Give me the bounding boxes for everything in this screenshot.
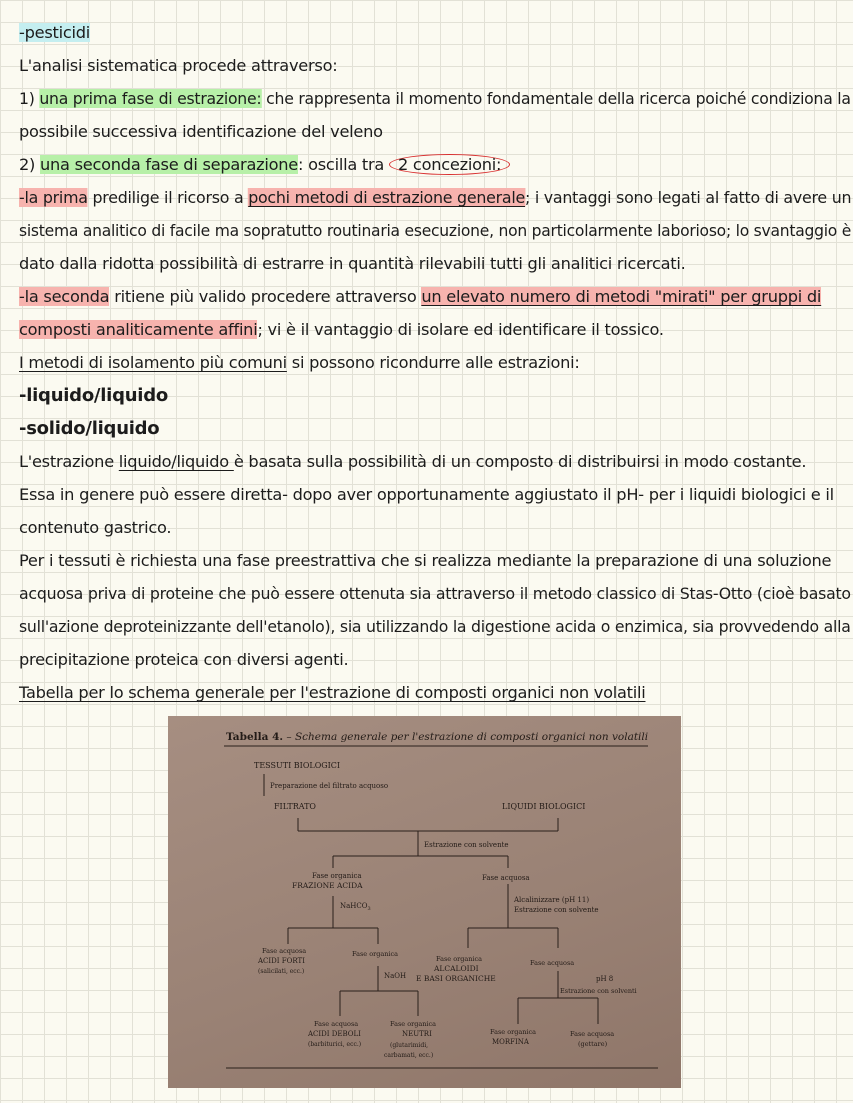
- label-glutarimidi: (glutarimidi,: [390, 1042, 429, 1049]
- label-tessuti: TESSUTI BIOLOGICI: [254, 761, 341, 770]
- line-pesticidi: [19, 18, 90, 48]
- line-prima-cont: sistema analitico di facile ma sopratutto routinaria esecuzione, non particolarmente laborioso; lo svantaggio è: [19, 221, 852, 240]
- prima-underlined: pochi metodi di estrazione generale: [248, 188, 525, 207]
- line-intro: L'analisi sistematica procede attraverso:: [19, 56, 338, 75]
- label-estrazione-solventi: Estrazione con solventi: [560, 987, 637, 995]
- tabella-caption: Tabella per lo schema generale per l'estrazione di composti organici non volatili: [19, 683, 646, 702]
- line-seconda: [19, 282, 821, 312]
- label-salicilati: (salicilati, ecc.): [258, 968, 305, 975]
- label-fase-acquosa-3: Fase acquosa: [530, 959, 575, 967]
- label-estrazione-solvente-2: Estrazione con solvente: [514, 906, 599, 914]
- fase2-rest: : oscilla tra: [298, 155, 389, 174]
- prima-mid: predilige il ricorso a: [87, 188, 249, 207]
- line-fase2: [19, 150, 510, 180]
- label-fase-organica-5: Fase organica: [490, 1028, 537, 1036]
- label-alcaloidi: ALCALOIDI: [434, 964, 479, 973]
- line-estrazione: [19, 447, 806, 477]
- label-ph8: pH 8: [596, 975, 614, 983]
- seconda-rest: ; vi è il vantaggio di isolare ed identificare il tossico.: [257, 320, 664, 339]
- seconda-mid: ritiene più valido procedere attraverso: [109, 287, 422, 306]
- label-basi-organiche: E BASI ORGANICHE: [416, 974, 496, 983]
- line-seconda-cont: [19, 315, 664, 345]
- label-acidi-deboli: ACIDI DEBOLI: [308, 1030, 361, 1038]
- label-morfina: MORFINA: [492, 1038, 529, 1046]
- label-fase-organica-2: Fase organica: [352, 950, 399, 958]
- line-solido: -solido/liquido: [19, 418, 160, 439]
- line-prima-cont2: dato dalla ridotta possibilità di estrarre in quantità rilevabili tutti gli analitici ricercati.: [19, 254, 686, 273]
- label-filtrato: FILTRATO: [274, 802, 316, 811]
- line-fase1: [19, 84, 851, 114]
- line-fase1-cont: possibile successiva identificazione del veleno: [19, 122, 383, 141]
- label-preparazione: Preparazione del filtrato acquoso: [270, 782, 389, 790]
- seconda-highlight-2: composti analiticamente affini: [19, 320, 258, 339]
- line-essa-cont: contenuto gastrico.: [19, 518, 172, 537]
- line-liquido: -liquido/liquido: [19, 385, 168, 406]
- estr-b: è basata sulla possibilità di un composto di distribuirsi in modo costante.: [233, 452, 807, 471]
- label-fase-organica-4: Fase organica: [390, 1020, 437, 1028]
- extraction-scheme-diagram: [168, 716, 681, 1088]
- label-naoh: NaOH: [384, 972, 407, 980]
- label-fase-organica-3: Fase organica: [436, 955, 483, 963]
- prima-rest: ; i vantaggi sono legati al fatto di avere un: [524, 188, 852, 207]
- fase1-rest: che rappresenta il momento fondamentale della ricerca poiché condiziona la: [261, 89, 851, 108]
- label-frazione-acida: FRAZIONE ACIDA: [292, 881, 363, 890]
- seconda-highlight: -la seconda: [19, 287, 110, 306]
- label-carbamati: carbamati, ecc.): [384, 1052, 434, 1059]
- label-barbiturici: (barbiturici, ecc.): [308, 1041, 362, 1048]
- label-fase-acquosa-1: Fase acquosa: [482, 874, 530, 882]
- prima-highlight: -la prima: [19, 188, 88, 207]
- label-fase-acquosa-4: Fase acquosa: [314, 1020, 359, 1028]
- label-estrazione: Estrazione con solvente: [424, 841, 509, 849]
- fase1-number: 1): [19, 89, 40, 108]
- circled-concezioni: 2 concezioni:: [389, 154, 510, 175]
- figure-title: Tabella 4. – Schema generale per l'estrazione di composti organici non volatili: [226, 731, 649, 743]
- line-tessuti-3: sull'azione deproteinizzante dell'etanolo), sia utilizzando la digestione acida o enzimica, sia provvedendo alla: [19, 617, 851, 636]
- line-tessuti-4: precipitazione proteica con diversi agenti.: [19, 650, 349, 669]
- line-tabella: [19, 678, 646, 708]
- pesticidi-text: -pesticidi: [19, 23, 91, 42]
- line-prima: [19, 183, 851, 213]
- extraction-scheme-photo: [168, 716, 681, 1088]
- label-fase-organica-1: Fase organica: [312, 872, 362, 880]
- label-liquidi: LIQUIDI BIOLOGICI: [502, 802, 586, 811]
- label-fase-acquosa-5: Fase acquosa: [570, 1030, 615, 1038]
- label-nahco3: NaHCO$_3$: [340, 902, 371, 912]
- fase1-highlight: una prima fase di estrazione:: [39, 89, 262, 108]
- metodi-underlined: I metodi di isolamento più comuni: [19, 353, 287, 372]
- seconda-underlined: un elevato numero di metodi "mirati" per gruppi di: [421, 287, 822, 306]
- fase2-number: 2): [19, 155, 41, 174]
- estr-a: L'estrazione: [19, 452, 119, 471]
- label-gettare: (gettare): [578, 1040, 608, 1048]
- line-essa: Essa in genere può essere diretta- dopo aver opportunamente aggiustato il pH- per i liquidi biologici e il: [19, 485, 834, 504]
- label-acidi-forti: ACIDI FORTI: [258, 957, 305, 965]
- label-fase-acquosa-2: Fase acquosa: [262, 947, 307, 955]
- label-alcalinizzare: Alcalinizzare (pH 11): [514, 896, 590, 904]
- fase2-highlight: una seconda fase di separazione: [40, 155, 298, 174]
- label-neutri: NEUTRI: [402, 1030, 432, 1038]
- estr-underlined: liquido/liquido: [118, 452, 234, 471]
- metodi-rest: si possono ricondurre alle estrazioni:: [286, 353, 580, 372]
- line-metodi: [19, 348, 580, 378]
- line-tessuti-1: Per i tessuti è richiesta una fase preestrattiva che si realizza mediante la preparazione di una soluzione: [19, 551, 832, 570]
- line-tessuti-2: acquosa priva di proteine che può essere ottenuta sia attraverso il metodo classico di Stas-Otto (cioè basato: [19, 584, 851, 603]
